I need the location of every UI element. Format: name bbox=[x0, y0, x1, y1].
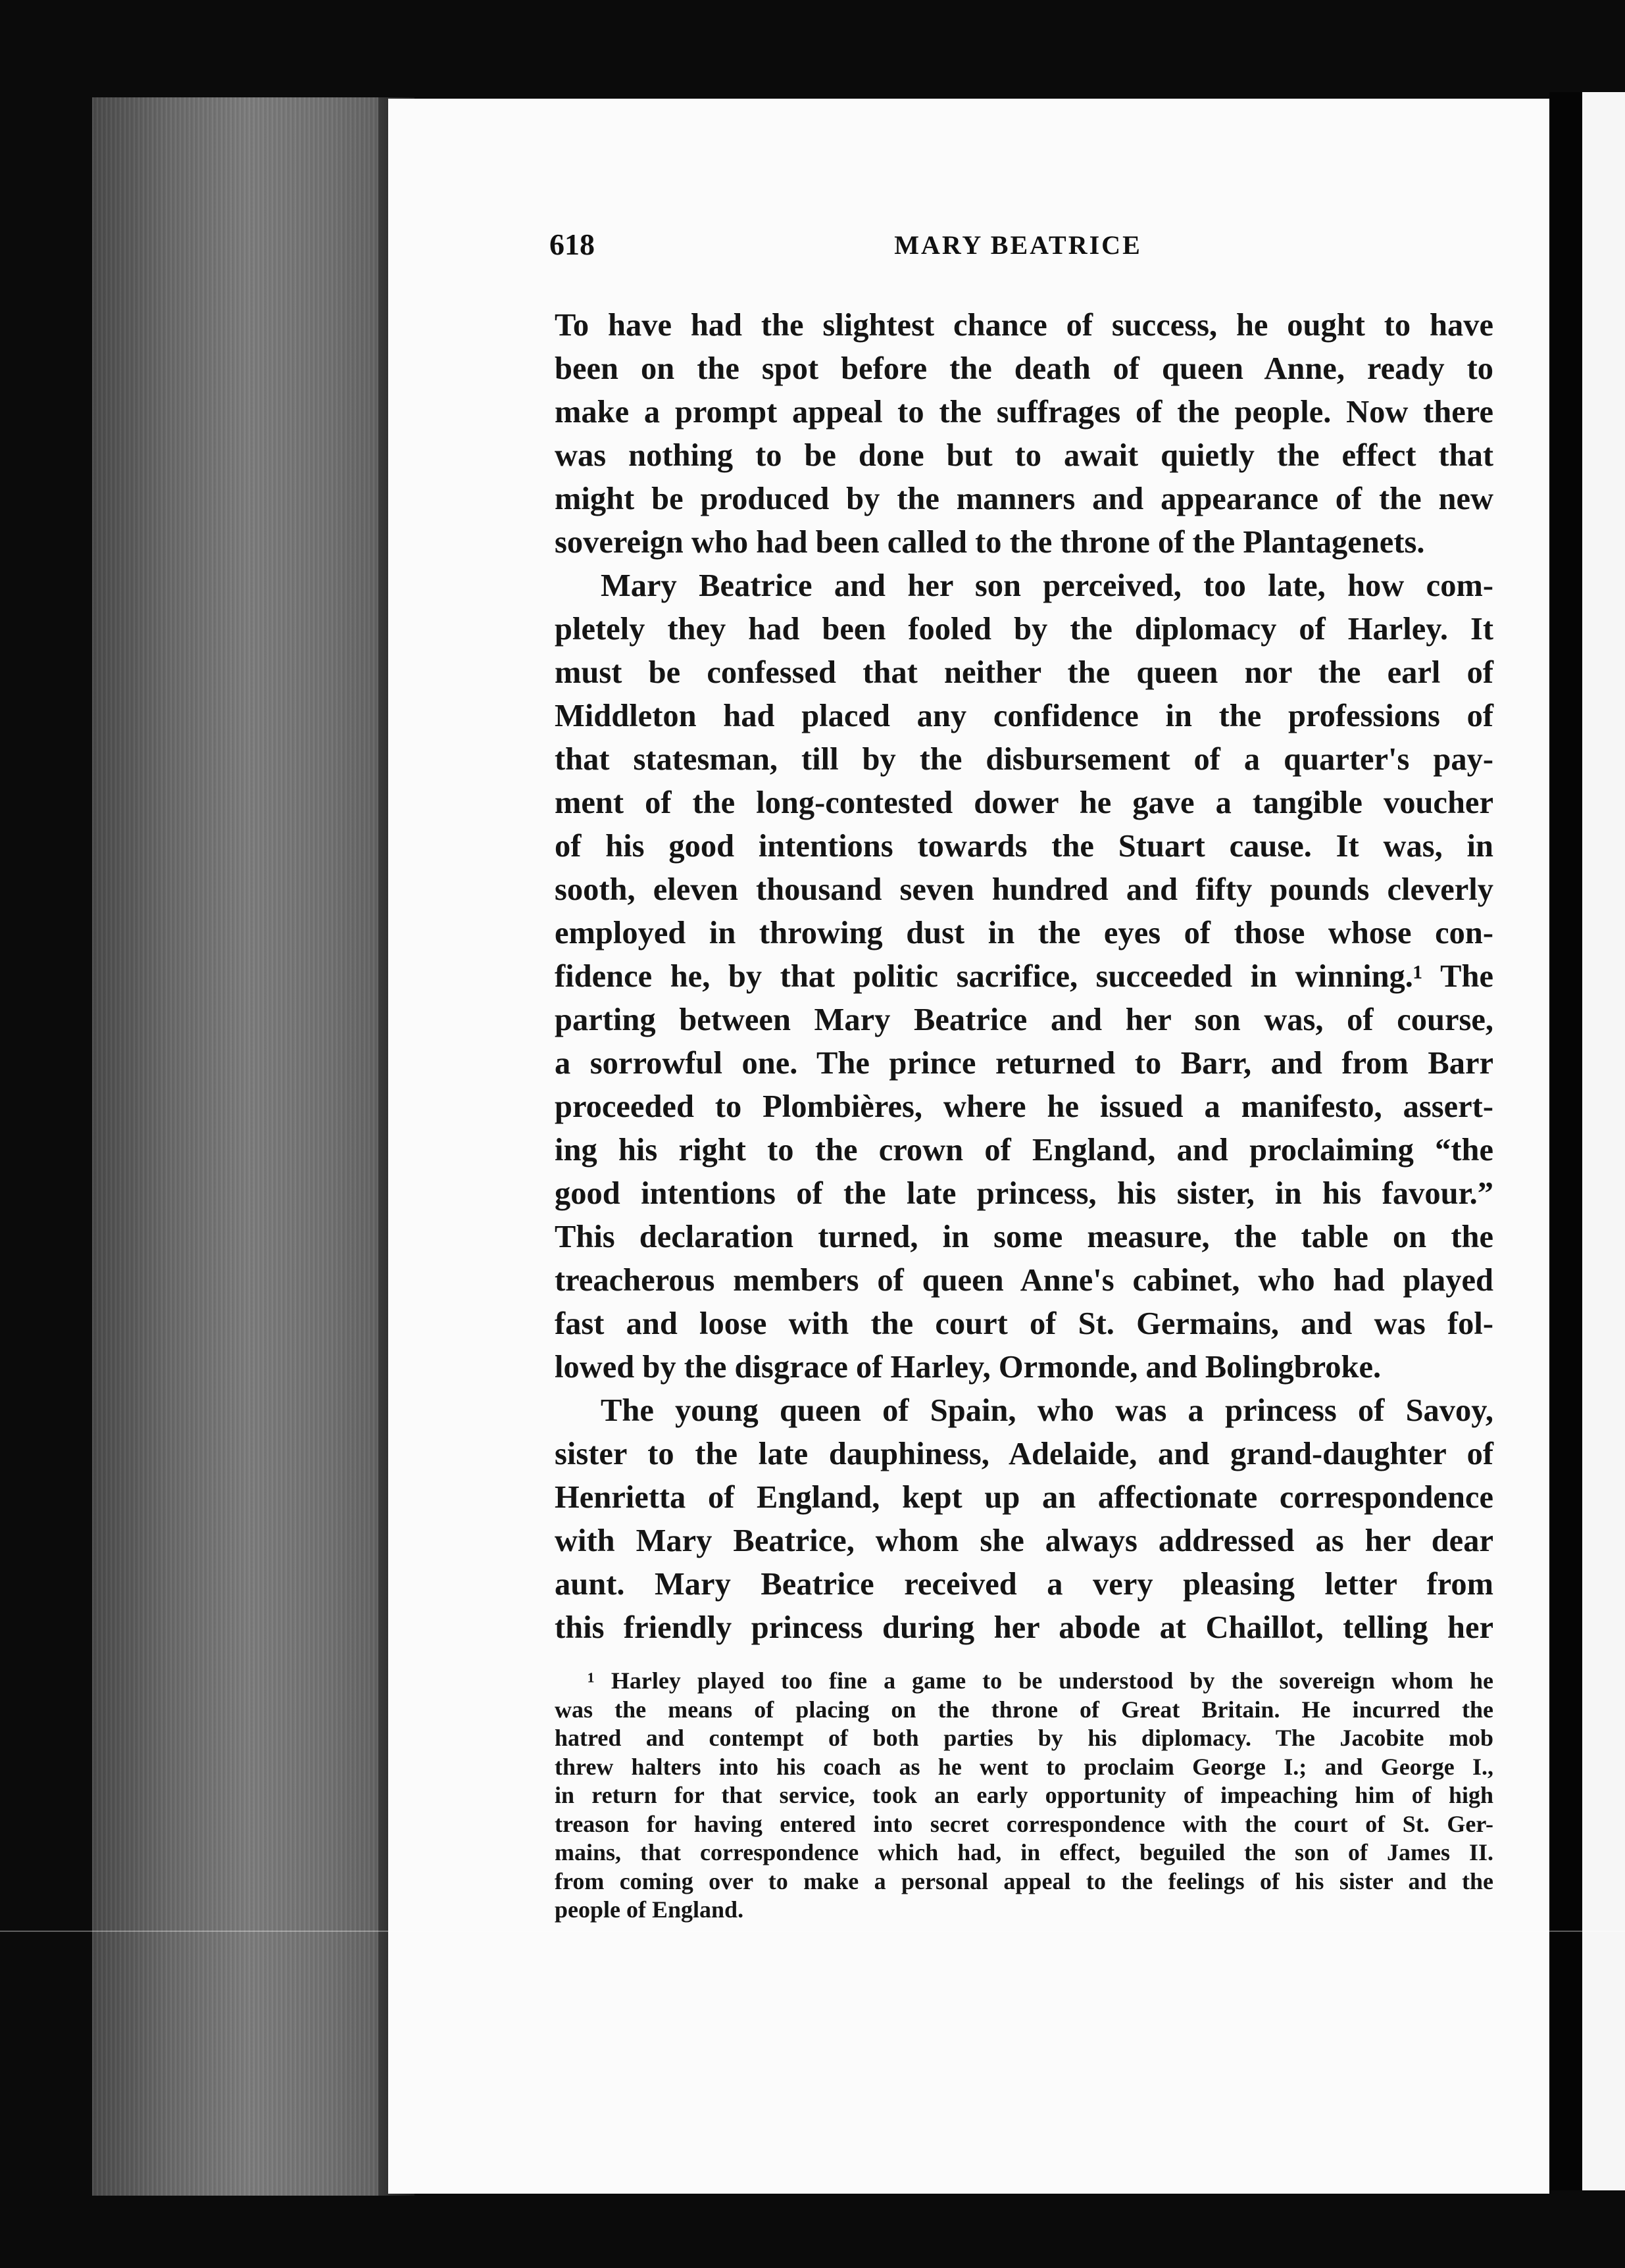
footnote-line: ¹ Harley played too fine a game to be understood by the sovereign whom he bbox=[588, 1667, 1493, 1694]
scan-artifact-line bbox=[0, 1931, 1625, 1932]
text-line: Mary Beatrice and her son perceived, too late, how com- bbox=[601, 568, 1493, 603]
text-line: lowed by the disgrace of Harley, Ormonde, and Bolingbroke. bbox=[555, 1350, 1382, 1385]
text-line: with Mary Beatrice, whom she always addressed as her dear bbox=[555, 1523, 1493, 1558]
text-line: pletely they had been fooled by the diplomacy of Harley. It bbox=[555, 612, 1493, 647]
text-line: parting between Mary Beatrice and her son was, of course, bbox=[555, 1002, 1493, 1037]
text-line: To have had the slightest chance of success, he ought to have bbox=[555, 308, 1493, 343]
text-line: good intentions of the late princess, his sister, in his favour.” bbox=[555, 1176, 1493, 1211]
next-page-edge bbox=[1582, 92, 1625, 2190]
text-line: sovereign who had been called to the throne of the Plantagenets. bbox=[555, 525, 1425, 560]
text-line: that statesman, till by the disbursement of a quarter's pay- bbox=[555, 742, 1493, 777]
page-header bbox=[549, 227, 1487, 266]
next-page-shadow bbox=[1549, 92, 1582, 2190]
text-line: This declaration turned, in some measure, the table on the bbox=[555, 1220, 1493, 1254]
footnote-line: people of England. bbox=[555, 1896, 744, 1923]
text-line: sooth, eleven thousand seven hundred and fifty pounds cleverly bbox=[555, 872, 1493, 907]
body-text bbox=[555, 304, 1493, 1650]
text-line: been on the spot before the death of queen Anne, ready to bbox=[555, 351, 1493, 386]
text-line: a sorrowful one. The prince returned to Barr, and from Barr bbox=[555, 1046, 1493, 1081]
text-line: might be produced by the manners and appearance of the new bbox=[555, 481, 1493, 516]
page-number: 618 bbox=[549, 228, 595, 261]
text-line: make a prompt appeal to the suffrages of the people. Now there bbox=[555, 395, 1493, 430]
running-head: MARY BEATRICE bbox=[894, 230, 1142, 260]
footnote-line: was the means of placing on the throne of Great Britain. He incurred the bbox=[555, 1696, 1493, 1723]
text-line: aunt. Mary Beatrice received a very pleasing letter from bbox=[555, 1567, 1493, 1602]
text-line: must be confessed that neither the queen nor the earl of bbox=[555, 655, 1493, 690]
text-line: Middleton had placed any confidence in the professions of bbox=[555, 699, 1493, 733]
text-line: treacherous members of queen Anne's cabinet, who had played bbox=[555, 1263, 1493, 1298]
footnote-line: treason for having entered into secret correspondence with the court of St. Ger- bbox=[555, 1810, 1493, 1837]
text-line: this friendly princess during her abode at Chaillot, telling her bbox=[555, 1610, 1493, 1645]
footnote-line: hatred and contempt of both parties by his diplomacy. The Jacobite mob bbox=[555, 1725, 1493, 1751]
footnote bbox=[555, 1667, 1493, 1925]
footnote-line: mains, that correspondence which had, in effect, beguiled the son of James II. bbox=[555, 1839, 1493, 1865]
text-line: sister to the late dauphiness, Adelaide, and grand-daughter of bbox=[555, 1437, 1493, 1471]
text-line: was nothing to be done but to await quietly the effect that bbox=[555, 438, 1493, 473]
footnote-line: in return for that service, took an early opportunity of impeaching him of high bbox=[555, 1782, 1493, 1808]
text-line: employed in throwing dust in the eyes of those whose con- bbox=[555, 916, 1493, 950]
text-line: Henrietta of England, kept up an affectionate correspondence bbox=[555, 1480, 1493, 1515]
text-line: fast and loose with the court of St. Germains, and was fol- bbox=[555, 1306, 1493, 1341]
text-line: of his good intentions towards the Stuart cause. It was, in bbox=[555, 829, 1493, 864]
text-line: ment of the long-contested dower he gave a tangible voucher bbox=[555, 785, 1493, 820]
text-line: proceeded to Plombières, where he issued a manifesto, assert- bbox=[555, 1089, 1493, 1124]
text-line: fidence he, by that politic sacrifice, succeeded in winning.¹ The bbox=[555, 959, 1493, 994]
text-line: ing his right to the crown of England, and proclaiming “the bbox=[555, 1133, 1493, 1168]
footnote-line: from coming over to make a personal appeal to the feelings of his sister and the bbox=[555, 1867, 1493, 1894]
book-page-edges bbox=[92, 97, 408, 2196]
text-line: The young queen of Spain, who was a princess of Savoy, bbox=[601, 1393, 1493, 1428]
footnote-line: threw halters into his coach as he went to proclaim George I.; and George I., bbox=[555, 1753, 1493, 1780]
